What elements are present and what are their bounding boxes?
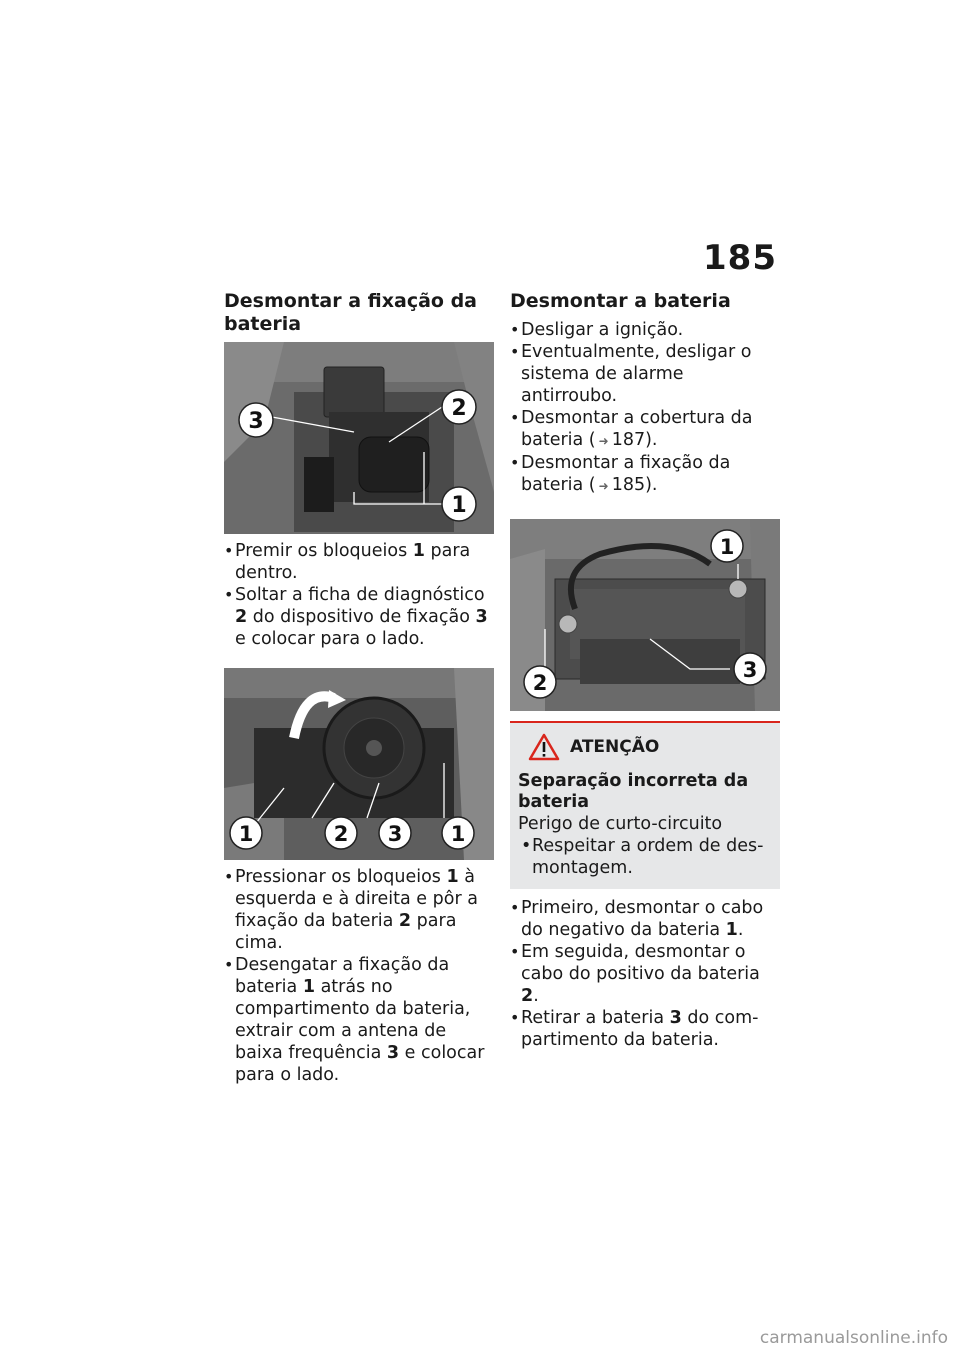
svg-text:1: 1 [719,535,735,559]
list-item: • Retirar a bateria 3 do compartimento da bateria. [510,1007,780,1051]
callout-1 [230,817,262,849]
callout-3 [239,403,273,437]
warning-title: ATENÇÃO [570,737,660,757]
svg-text:2: 2 [532,671,548,695]
section-heading-battery: Desmontar a bateria [510,290,731,312]
callout-2 [524,666,556,698]
svg-text:2: 2 [451,396,467,421]
section-heading-fixation: Desmontar a fixação da bateria [224,290,478,335]
svg-text:1: 1 [238,822,254,846]
page-ref-arrow-icon: ➜ [598,479,609,493]
list-item: • Desligar a ignição. [510,319,780,341]
figure-diagnostic-plug [224,342,494,534]
svg-text:1: 1 [450,822,466,846]
list-item: • Desmontar a fixação da bateria ( ➜ 185). [510,452,780,497]
callout-1 [442,817,474,849]
figure-battery [510,519,780,711]
page-ref-arrow-icon: ➜ [598,434,609,448]
callout-3 [734,653,766,685]
left-column [224,290,494,1086]
list-item: • Primeiro, desmontar o cabo do negativo da bateria 1. [510,897,780,941]
warning-box [510,721,780,889]
footer-watermark: carmanualsonline.info [759,1328,948,1348]
page-ref-link[interactable]: 187 [611,430,646,450]
callout-1 [442,487,476,521]
warning-header [528,733,772,761]
page-number: 185 [703,238,777,278]
list-item: • Desmontar a cobertura da bateria ( ➜ 187). [510,407,780,452]
svg-text:3: 3 [248,409,264,434]
callout-3 [379,817,411,849]
steps-list-1 [224,540,494,650]
svg-text:3: 3 [387,822,403,846]
svg-text:3: 3 [742,658,758,682]
steps-list-2 [224,866,494,1086]
steps-list-4 [510,897,780,1051]
list-item: • Premir os bloqueios 1 para dentro. [224,540,494,584]
list-item: • Em seguida, desmontar o cabo do positivo da bateria 2. [510,941,780,1007]
callout-1 [711,530,743,562]
list-item: • Respeitar a ordem de desmontagem. [518,835,772,879]
svg-text:2: 2 [333,822,349,846]
svg-text:1: 1 [451,493,467,518]
list-item: • Eventualmente, desligar o sistema de alarme antirroubo. [510,341,780,407]
list-item: • Pressionar os bloqueios 1 à esquerda e à direita e pôr a fixação da bateria 2 para cima. [224,866,494,954]
warning-triangle-icon [528,733,560,761]
warning-body: Perigo de curto-circuito [518,814,723,834]
list-item: • Desengatar a fixação da bateria 1 atrás no compartimento da bateria, extrair com a antena de baixa frequência 3 e colocar para o lado. [224,954,494,1086]
callout-2 [325,817,357,849]
list-item: • Soltar a ficha de diagnóstico 2 do dispositivo de fixação 3 e colocar para o lado. [224,584,494,650]
callout-2 [442,390,476,424]
right-column [510,290,780,1051]
steps-list-3 [510,319,780,497]
page-ref-link[interactable]: 185 [611,475,646,495]
warning-subtitle: Separação incorreta da bateria [518,771,749,812]
warning-list [518,835,772,879]
figure-battery-fixation [224,668,494,860]
